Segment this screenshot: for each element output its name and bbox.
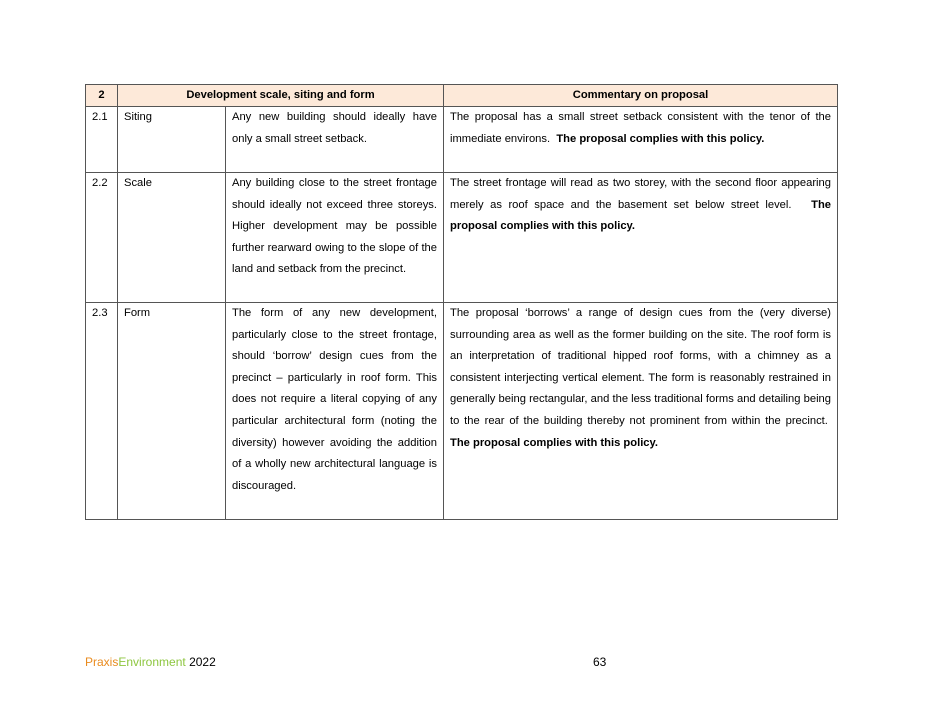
row-number: 2.2 (86, 173, 118, 303)
compliance-statement: The proposal complies with this policy. (556, 132, 765, 145)
header-section-title: Development scale, siting and form (118, 85, 444, 107)
row-policy: The form of any new development, particularly close to the street frontage, should ‘borrow’ design cues from the precinct – particularly in roof form. This does not require a literal copying of any particular architectural form (noting the diversity) however avoiding the addition of a wholly new architectural language is discouraged. (226, 303, 444, 520)
table-row (86, 303, 838, 520)
row-policy: Any new building should ideally have only a small street setback. (226, 107, 444, 173)
compliance-statement: The proposal complies with this policy. (450, 436, 659, 449)
row-policy: Any building close to the street frontage should ideally not exceed three storeys. Higher development may be possible further rearward owing to the slope of the land and setback from the precinct. (226, 173, 444, 303)
row-number: 2.3 (86, 303, 118, 520)
brand-environment: Environment (118, 655, 186, 669)
assessment-table (85, 84, 838, 520)
footer-brand (85, 655, 216, 669)
row-topic: Scale (118, 173, 226, 303)
header-commentary: Commentary on proposal (444, 85, 838, 107)
commentary-text: The proposal has a small street setback consistent with the tenor of the immediate environs. (450, 111, 831, 145)
row-commentary (444, 173, 838, 303)
commentary-text: The proposal ‘borrows’ a range of design cues from the (very diverse) surrounding area as well as the former building on the site. The roof form is an interpretation of traditional hipped roof forms, with a chimney as a consistent interjecting vertical element. The form is reasonably restrained in generally being rectangular, and the less traditional forms and detailing being to the rear of the building thereby not prominent from within the precinct. (450, 307, 831, 427)
commentary-text: The street frontage will read as two storey, with the second floor appearing merely as roof space and the basement set below street level. (450, 177, 831, 211)
row-topic: Siting (118, 107, 226, 173)
header-section-number: 2 (86, 85, 118, 107)
footer-year: 2022 (189, 655, 216, 669)
table-row (86, 107, 838, 173)
row-topic: Form (118, 303, 226, 520)
row-commentary (444, 107, 838, 173)
table-row (86, 173, 838, 303)
table-header-row (86, 85, 838, 107)
brand-praxis: Praxis (85, 655, 119, 669)
row-number: 2.1 (86, 107, 118, 173)
row-commentary (444, 303, 838, 520)
compliance-statement: The proposal complies with this policy. (450, 198, 832, 233)
page-number: 63 (593, 655, 607, 669)
